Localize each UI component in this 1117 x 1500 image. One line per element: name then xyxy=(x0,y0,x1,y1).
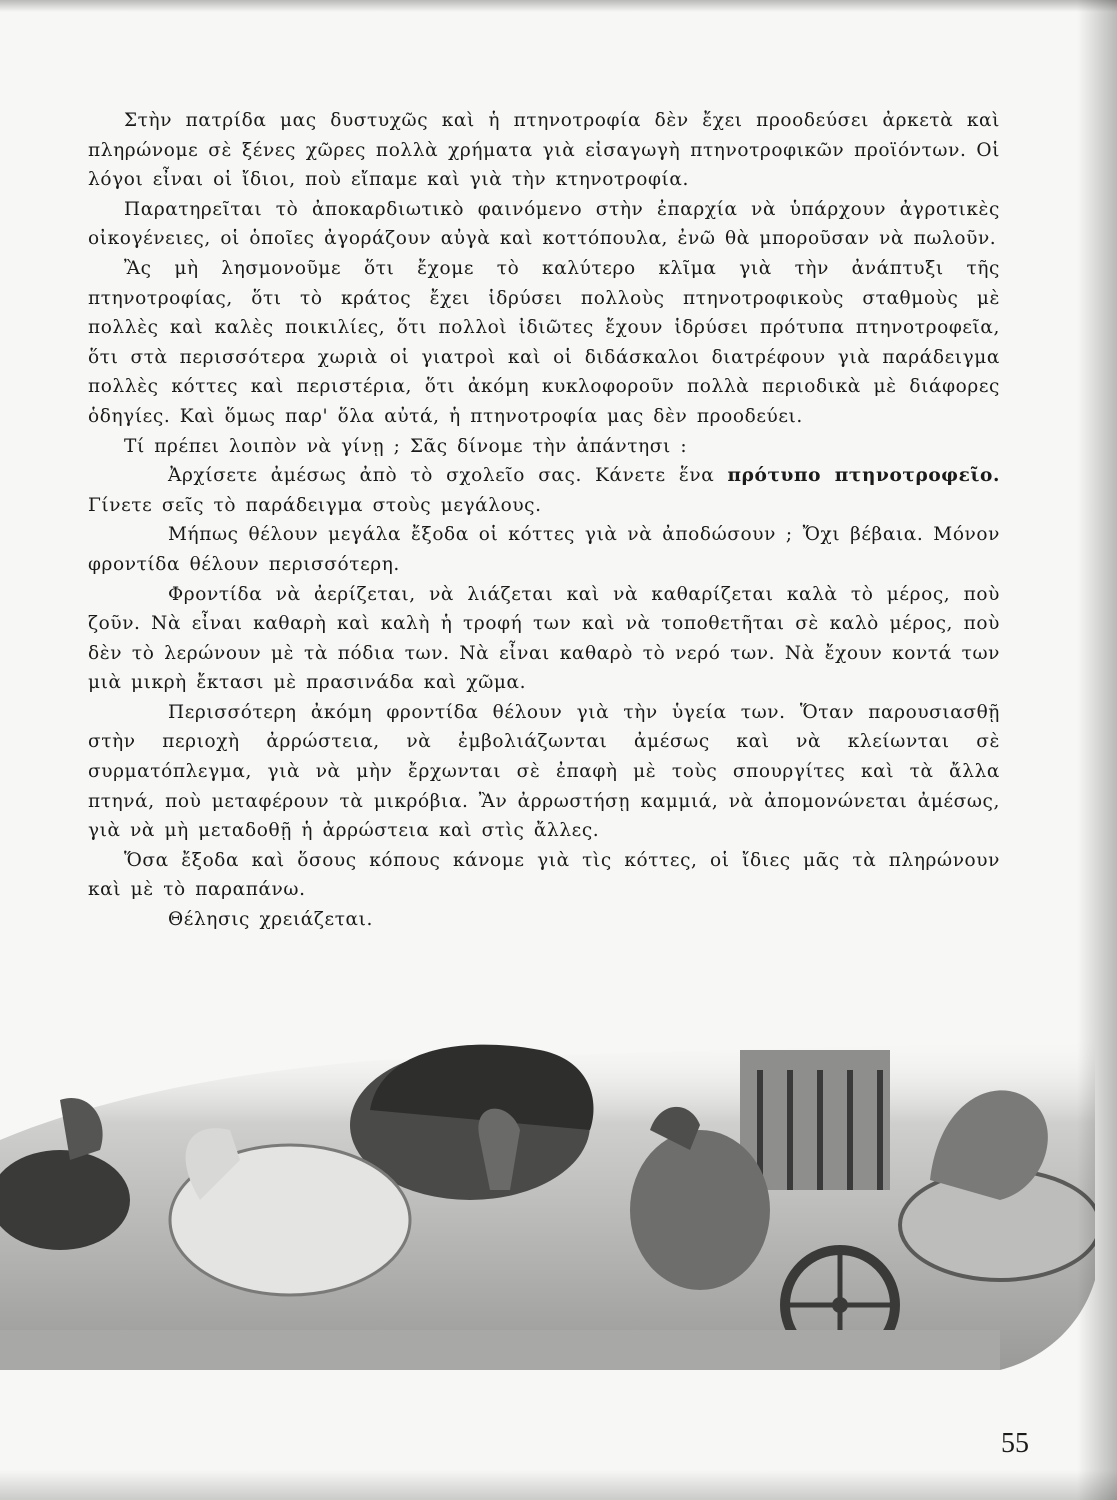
paragraph: Μήπως θέλουν μεγάλα ἔξοδα οἱ κόττες γιὰ νὰ ἀποδώσουν ; Ὄχι βέβαια. Μόνον φροντίδα θέλουν περισσότερη. xyxy=(88,524,1000,575)
paragraph: Περισσότερη ἀκόμη φροντίδα θέλουν γιὰ τὴν ὑγεία των. Ὅταν παρουσιασθῇ στὴν περιοχὴ ἀρρώστεια, νὰ ἐμβολιάζωνται ἀμέσως καὶ νὰ κλείωνται σὲ συρματόπλεγμα, γιὰ νὰ μὴν ἔρχωνται σὲ ἐπαφὴ μὲ τοὺς σπουργίτες καὶ τὰ ἄλλα πτηνά, ποὺ μεταφέρουν τὰ μικρόβια. Ἂν ἀρρωστήσῃ καμμιά, νὰ ἀπομονώνεται ἀμέσως, γιὰ νὰ μὴ μεταδοθῇ ἡ ἀρρώστεια καὶ στὶς ἄλλες. xyxy=(88,701,1000,842)
paragraph: Φροντίδα νὰ ἀερίζεται, νὰ λιάζεται καὶ νὰ καθαρίζεται καλὰ τὸ μέρος, ποὺ ζοῦν. Νὰ εἶναι καθαρὴ καὶ καλὴ ἡ τροφή των καὶ νὰ τοποθετῆται σὲ καλὸ μέρος, ποὺ δὲν τὸ λερώνουν μὲ τὰ πόδια των. Νὰ εἶναι καθαρὸ τὸ νερό των. Νὰ ἔχουν κοντά των μιὰ μικρὴ ἔκτασι μὲ πρασινάδα καὶ χῶμα. xyxy=(88,583,1000,694)
page-edge-shadow xyxy=(1077,0,1117,1500)
paragraph: Τί πρέπει λοιπὸν νὰ γίνῃ ; Σᾶς δίνομε τὴν ἀπάντησι : xyxy=(124,435,688,457)
paragraph: Παρατηρεῖται τὸ ἀποκαρδιωτικὸ φαινόμενο στὴν ἐπαρχία νὰ ὑπάρχουν ἀγροτικὲς οἰκογένειες, οἱ ὁποῖες ἀγοράζουν αὐγὰ καὶ κοττόπουλα, ἐνῶ θὰ μποροῦσαν νὰ πωλοῦν. xyxy=(88,198,1000,250)
callout-prefix: Ἀρχίσετε ἀμέσως ἀπὸ τὸ σχολεῖο σας. Κάνετε ἕνα xyxy=(168,465,728,487)
paragraph: Ὅσα ἔξοδα καὶ ὅσους κόπους κάνομε γιὰ τὶς κόττες, οἱ ἴδιες μᾶς τὰ πληρώνουν καὶ μὲ τὸ παραπάνω. xyxy=(88,849,1000,901)
page-number: 55 xyxy=(1001,1428,1029,1459)
callout-paragraph xyxy=(88,461,1000,520)
hen-body xyxy=(630,1130,770,1290)
callout-suffix: Γίνετε σεῖς τὸ παράδειγμα στοὺς μεγάλους. xyxy=(88,494,542,516)
callout-bold: πρότυπο πτηνοτροφεῖο. xyxy=(727,465,1000,487)
body-text xyxy=(88,106,1000,935)
page-edge-shadow xyxy=(0,1470,1117,1500)
page-edge-shadow xyxy=(0,0,1117,12)
paragraph: Στὴν πατρίδα μας δυστυχῶς καὶ ἡ πτηνοτροφία δὲν ἔχει προοδεύσει ἀρκετὰ καὶ πληρώνομε σὲ ξένες χῶρες πολλὰ χρήματα γιὰ εἰσαγωγὴ πτηνοτροφικῶν προϊόντων. Οἱ λόγοι εἶναι οἱ ἴδιοι, ποὺ εἴπαμε καὶ γιὰ τὴν κτηνοτροφία. xyxy=(88,110,1000,191)
poultry-illustration xyxy=(0,1030,1095,1370)
paragraph: Ἂς μὴ λησμονοῦμε ὅτι ἔχομε τὸ καλύτερο κλῖμα γιὰ τὴν ἀνάπτυξι τῆς πτηνοτροφίας, ὅτι τὸ κράτος ἔχει ἱδρύσει πολλοὺς πτηνοτροφικοὺς σταθμοὺς μὲ πολλὲς καὶ καλὲς ποικιλίες, ὅτι πολλοὶ ἰδιῶτες ἔχουν ἱδρύσει πρότυπα πτηνοτροφεῖα, ὅτι στὰ περισσότερα χωριὰ οἱ γιατροὶ καὶ οἱ διδάσκαλοι διατρέφουν γιὰ παράδειγμα πολλὲς κόττες καὶ περιστέρια, ὅτι ἀκόμη κυκλοφοροῦν πολλὰ περιοδικὰ μὲ διάφορες ὁδηγίες. Καὶ ὅμως παρ' ὅλα αὐτά, ἡ πτηνοτροφία μας δὲν προοδεύει. xyxy=(88,257,1000,427)
ground xyxy=(0,1330,1000,1370)
paragraph: Θέλησις χρειάζεται. xyxy=(168,909,373,931)
